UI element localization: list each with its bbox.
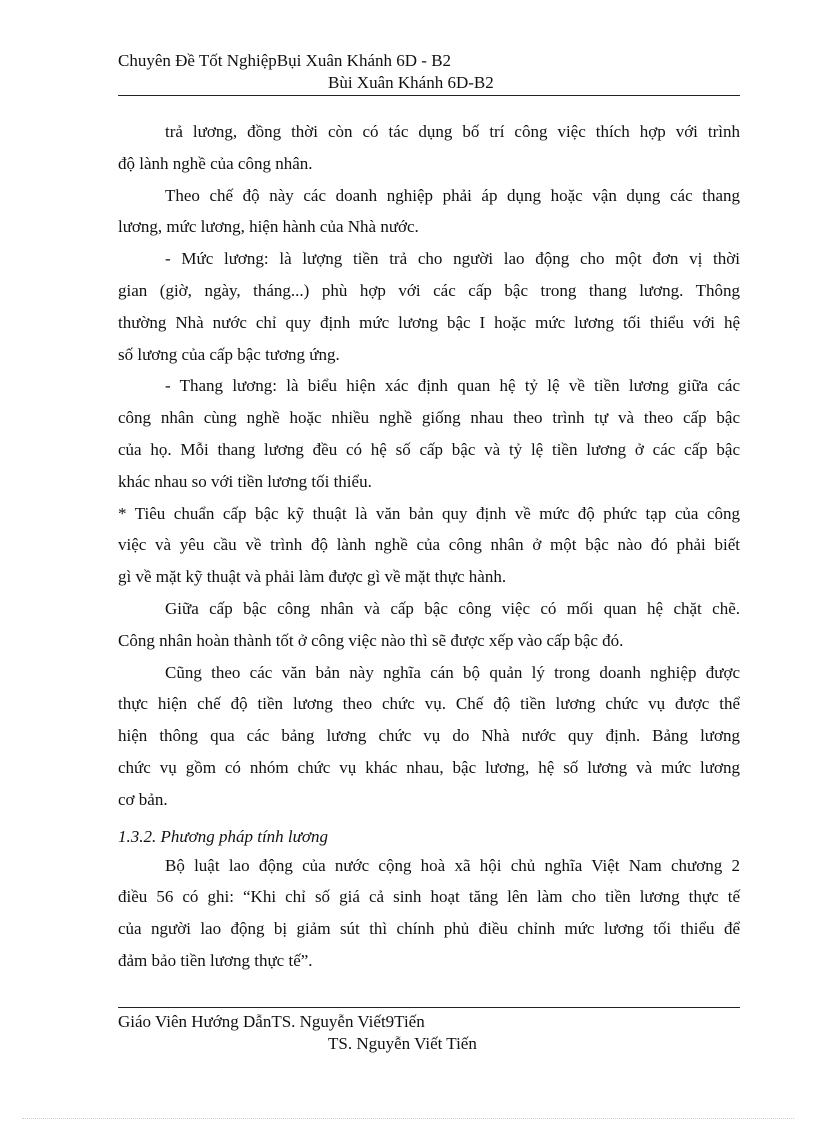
text-line: của họ. Mỗi thang lương đều có hệ số cấp bậc và tỷ lệ tiền lương ở các cấp bậc [118,439,740,459]
text-line: gian (giờ, ngày, tháng...) phù hợp với các cấp bậc trong thang lương. Thông [118,280,740,300]
section-heading: 1.3.2. Phương pháp tính lương [118,826,328,846]
text-line: * Tiêu chuẩn cấp bậc kỹ thuật là văn bản quy định về mức độ phức tạp của công [118,503,740,523]
text-line: chức vụ gồm có nhóm chức vụ khác nhau, bậc lương, hệ số lương và mức lương [118,757,740,777]
paragraph [118,498,740,593]
paragraph [118,850,740,977]
text-line: khác nhau so với tiền lương tối thiểu. [118,471,372,491]
document-body [118,116,740,977]
paragraph [118,370,740,497]
text-line: Theo chế độ này các doanh nghiệp phải áp dụng hoặc vận dụng các thang [165,185,740,205]
text-line: đảm bảo tiền lương thực tế”. [118,950,313,970]
text-line: của người lao động bị giảm sút thì chính phủ điều chỉnh mức lương tối thiểu để [118,919,740,939]
text-line: lương, mức lương, hiện hành của Nhà nước. [118,217,419,237]
text-line: thực hiện chế độ tiền lương theo chức vụ. Chế độ tiền lương chức vụ được thể [118,694,740,714]
paragraph [118,243,740,370]
text-line: thường Nhà nước chỉ quy định mức lương bậc I hoặc mức lương tối thiểu với hệ [118,312,740,332]
footer-line-2: TS. Nguyễn Viết Tiến [328,1034,477,1053]
text-line: Công nhân hoàn thành tốt ở công việc nào thì sẽ được xếp vào cấp bậc đó. [118,630,624,650]
text-line: hiện thông qua các bảng lương chức vụ do Nhà nước quy định. Bảng lương [118,726,740,746]
footer-rule [118,1007,740,1008]
header-line-2: Bùi Xuân Khánh 6D-B2 [328,73,494,92]
text-line: Giữa cấp bậc công nhân và cấp bậc công việc có mối quan hệ chặt chẽ. [165,598,740,618]
text-line: - Thang lương: là biểu hiện xác định quan hệ tỷ lệ về tiền lương giữa các [165,376,740,396]
text-line: gì về mặt kỹ thuật và phải làm được gì về mặt thực hành. [118,567,507,587]
text-line: Cũng theo các văn bản này nghĩa cán bộ quản lý trong doanh nghiệp được [165,662,740,682]
text-line: việc và yêu cầu về trình độ lành nghề của công nhân ở một bậc nào đó phải biết [118,535,740,555]
text-line: trả lương, đồng thời còn có tác dụng bố trí công việc thích hợp với trình [165,122,740,141]
footer-line-1: Giáo Viên Hướng DẫnTS. Nguyễn Viết9Tiến [118,1012,425,1031]
text-line: điều 56 có ghi: “Khi chỉ số giá cả sinh hoạt tăng lên làm cho tiền lương thực tế [118,887,740,907]
header-line-1: Chuyên Đề Tốt NghiệpBụi Xuân Khánh 6D - B2 [118,51,452,70]
text-line: công nhân cùng nghề hoặc nhiều nghề giống nhau theo trình tự và theo cấp bậc [118,408,740,428]
text-line: số lương của cấp bậc tương ứng. [118,344,340,364]
paragraph [118,116,740,180]
paragraph [118,593,740,657]
text-line: Bộ luật lao động của nước cộng hoà xã hội chủ nghĩa Việt Nam chương 2 [165,855,740,875]
text-line: cơ bản. [118,789,168,809]
header-rule [118,95,740,96]
page-border [22,1118,794,1119]
paragraph [118,180,740,244]
text-line: - Mức lương: là lượng tiền trả cho người lao động cho một đơn vị thời [165,249,740,269]
text-line: độ lành nghề của công nhân. [118,153,313,173]
paragraph [118,657,740,816]
